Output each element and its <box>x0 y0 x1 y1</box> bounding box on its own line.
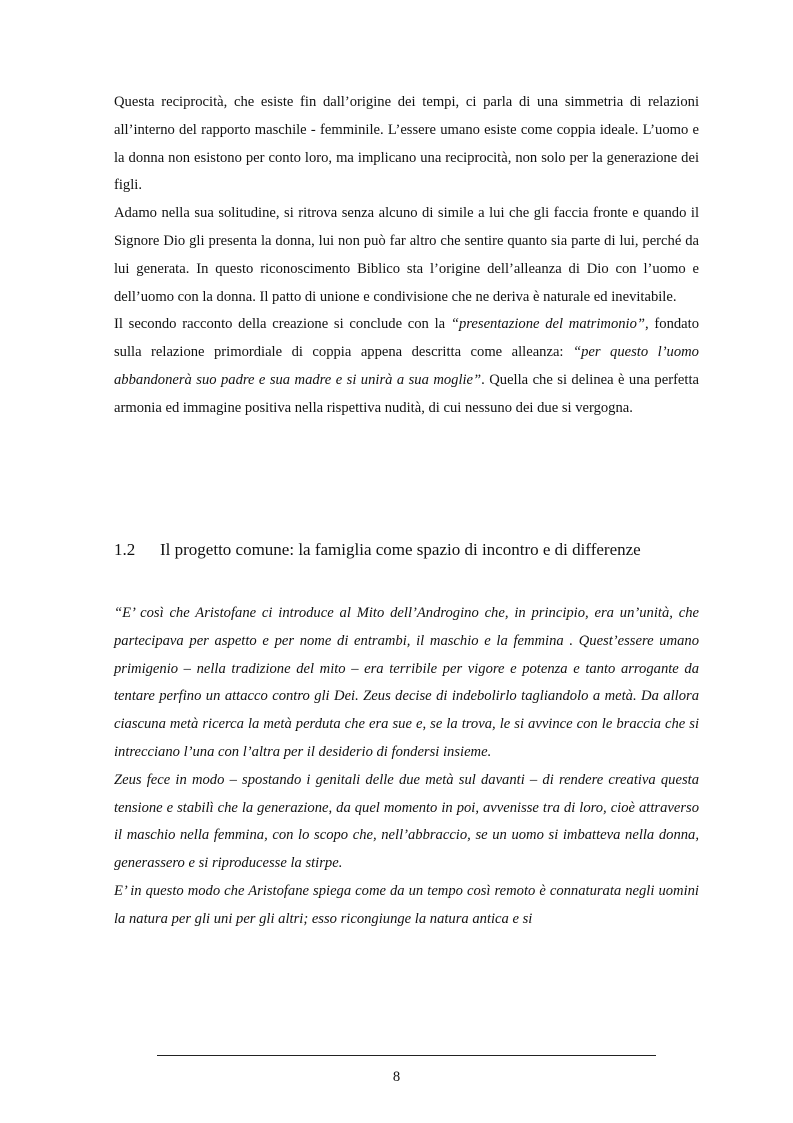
text-run: , fondato sulla relazione primordiale di coppia appena descritta come alleanza: <box>114 316 699 361</box>
paragraph-adamo <box>114 200 699 311</box>
text-run: . Quella che si delinea è una perfetta armonia ed immagine positiva nella rispettiva nudità, di cui nessuno dei due si vergogna. <box>114 371 699 416</box>
paragraph-zeus: Zeus fece in modo – spostando i genitali delle due metà sul davanti – di rendere creativa questa tensione e stabilì che la generazione, da quel momento in poi, avvenisse tra di loro, cioè attraverso il maschio nella femmina, con lo scopo che, nell’abbraccio, se un uomo si imbatteva nella donna, generassero e si riproducesse la stirpe. <box>114 771 699 872</box>
text-run: Il secondo racconto della creazione si conclude con la <box>114 316 451 333</box>
italic-quote: “per questo l’uomo abbandonerà suo padre e sua madre e si unirà a sua moglie” <box>114 344 699 388</box>
section-intro-text <box>114 89 699 423</box>
paragraph-androgino: “E’ così che Aristofane ci introduce al Mito dell’Androgino che, in principio, era un’unità, che partecipava per aspetto e per nome di entrambi, il maschio e la femmina . Quest’essere umano primigenio – nella tradizione del mito – era terribile per vigore e potenza e tanto arrogante da tentare perfino un attacco contro gli Dei. Zeus decise di indebolirlo tagliandolo a metà. Da allora ciascuna metà ricerca la metà perduta che era sue e, se la trova, le si avvince con le braccia che si intrecciano l’una con l’altra per il desiderio di fondersi insieme. <box>114 605 699 760</box>
footer-divider <box>157 1055 656 1056</box>
text-run: Questa reciprocità, che esiste fin dall’origine dei tempi, ci parla di una simmetria di relazioni all’interno del rapporto maschile - femminile. L’essere umano esiste come coppia ideale. L’uomo e la donna non esistono per conto loro, ma implicano una reciprocità, non solo per la generazione dei figli. <box>114 94 699 194</box>
section-title: Il progetto comune: la famiglia come spazio di incontro e di differenze <box>160 540 641 559</box>
text-run: Adamo nella sua solitudine, si ritrova senza alcuno di simile a lui che gli faccia fronte e quando il Signore Dio gli presenta la donna, lui non può far altro che sentire quanto sia parte di lui, perché da lui generata. In questo riconoscimento Biblico sta l’origine dell’alleanza di Dio con l’uomo e dell’uomo con la donna. Il patto di unione e condivisione che ne deriva è naturale ed inevitabile. <box>114 205 699 305</box>
section-heading <box>114 538 714 562</box>
italic-quote: “presentazione del matrimonio” <box>450 316 646 333</box>
paragraph-second-creation <box>114 311 699 422</box>
page-number: 8 <box>392 1069 401 1085</box>
paragraph-reciprocity <box>114 89 699 200</box>
paragraph-aristofane: E’ in questo modo che Aristofane spiega come da un tempo così remoto è connaturata negli uomini la natura per gli uni per gli altri; esso ricongiunge la natura antica e si <box>114 882 699 927</box>
section-number: 1.2 <box>114 540 136 559</box>
section-myth-text <box>114 600 699 934</box>
